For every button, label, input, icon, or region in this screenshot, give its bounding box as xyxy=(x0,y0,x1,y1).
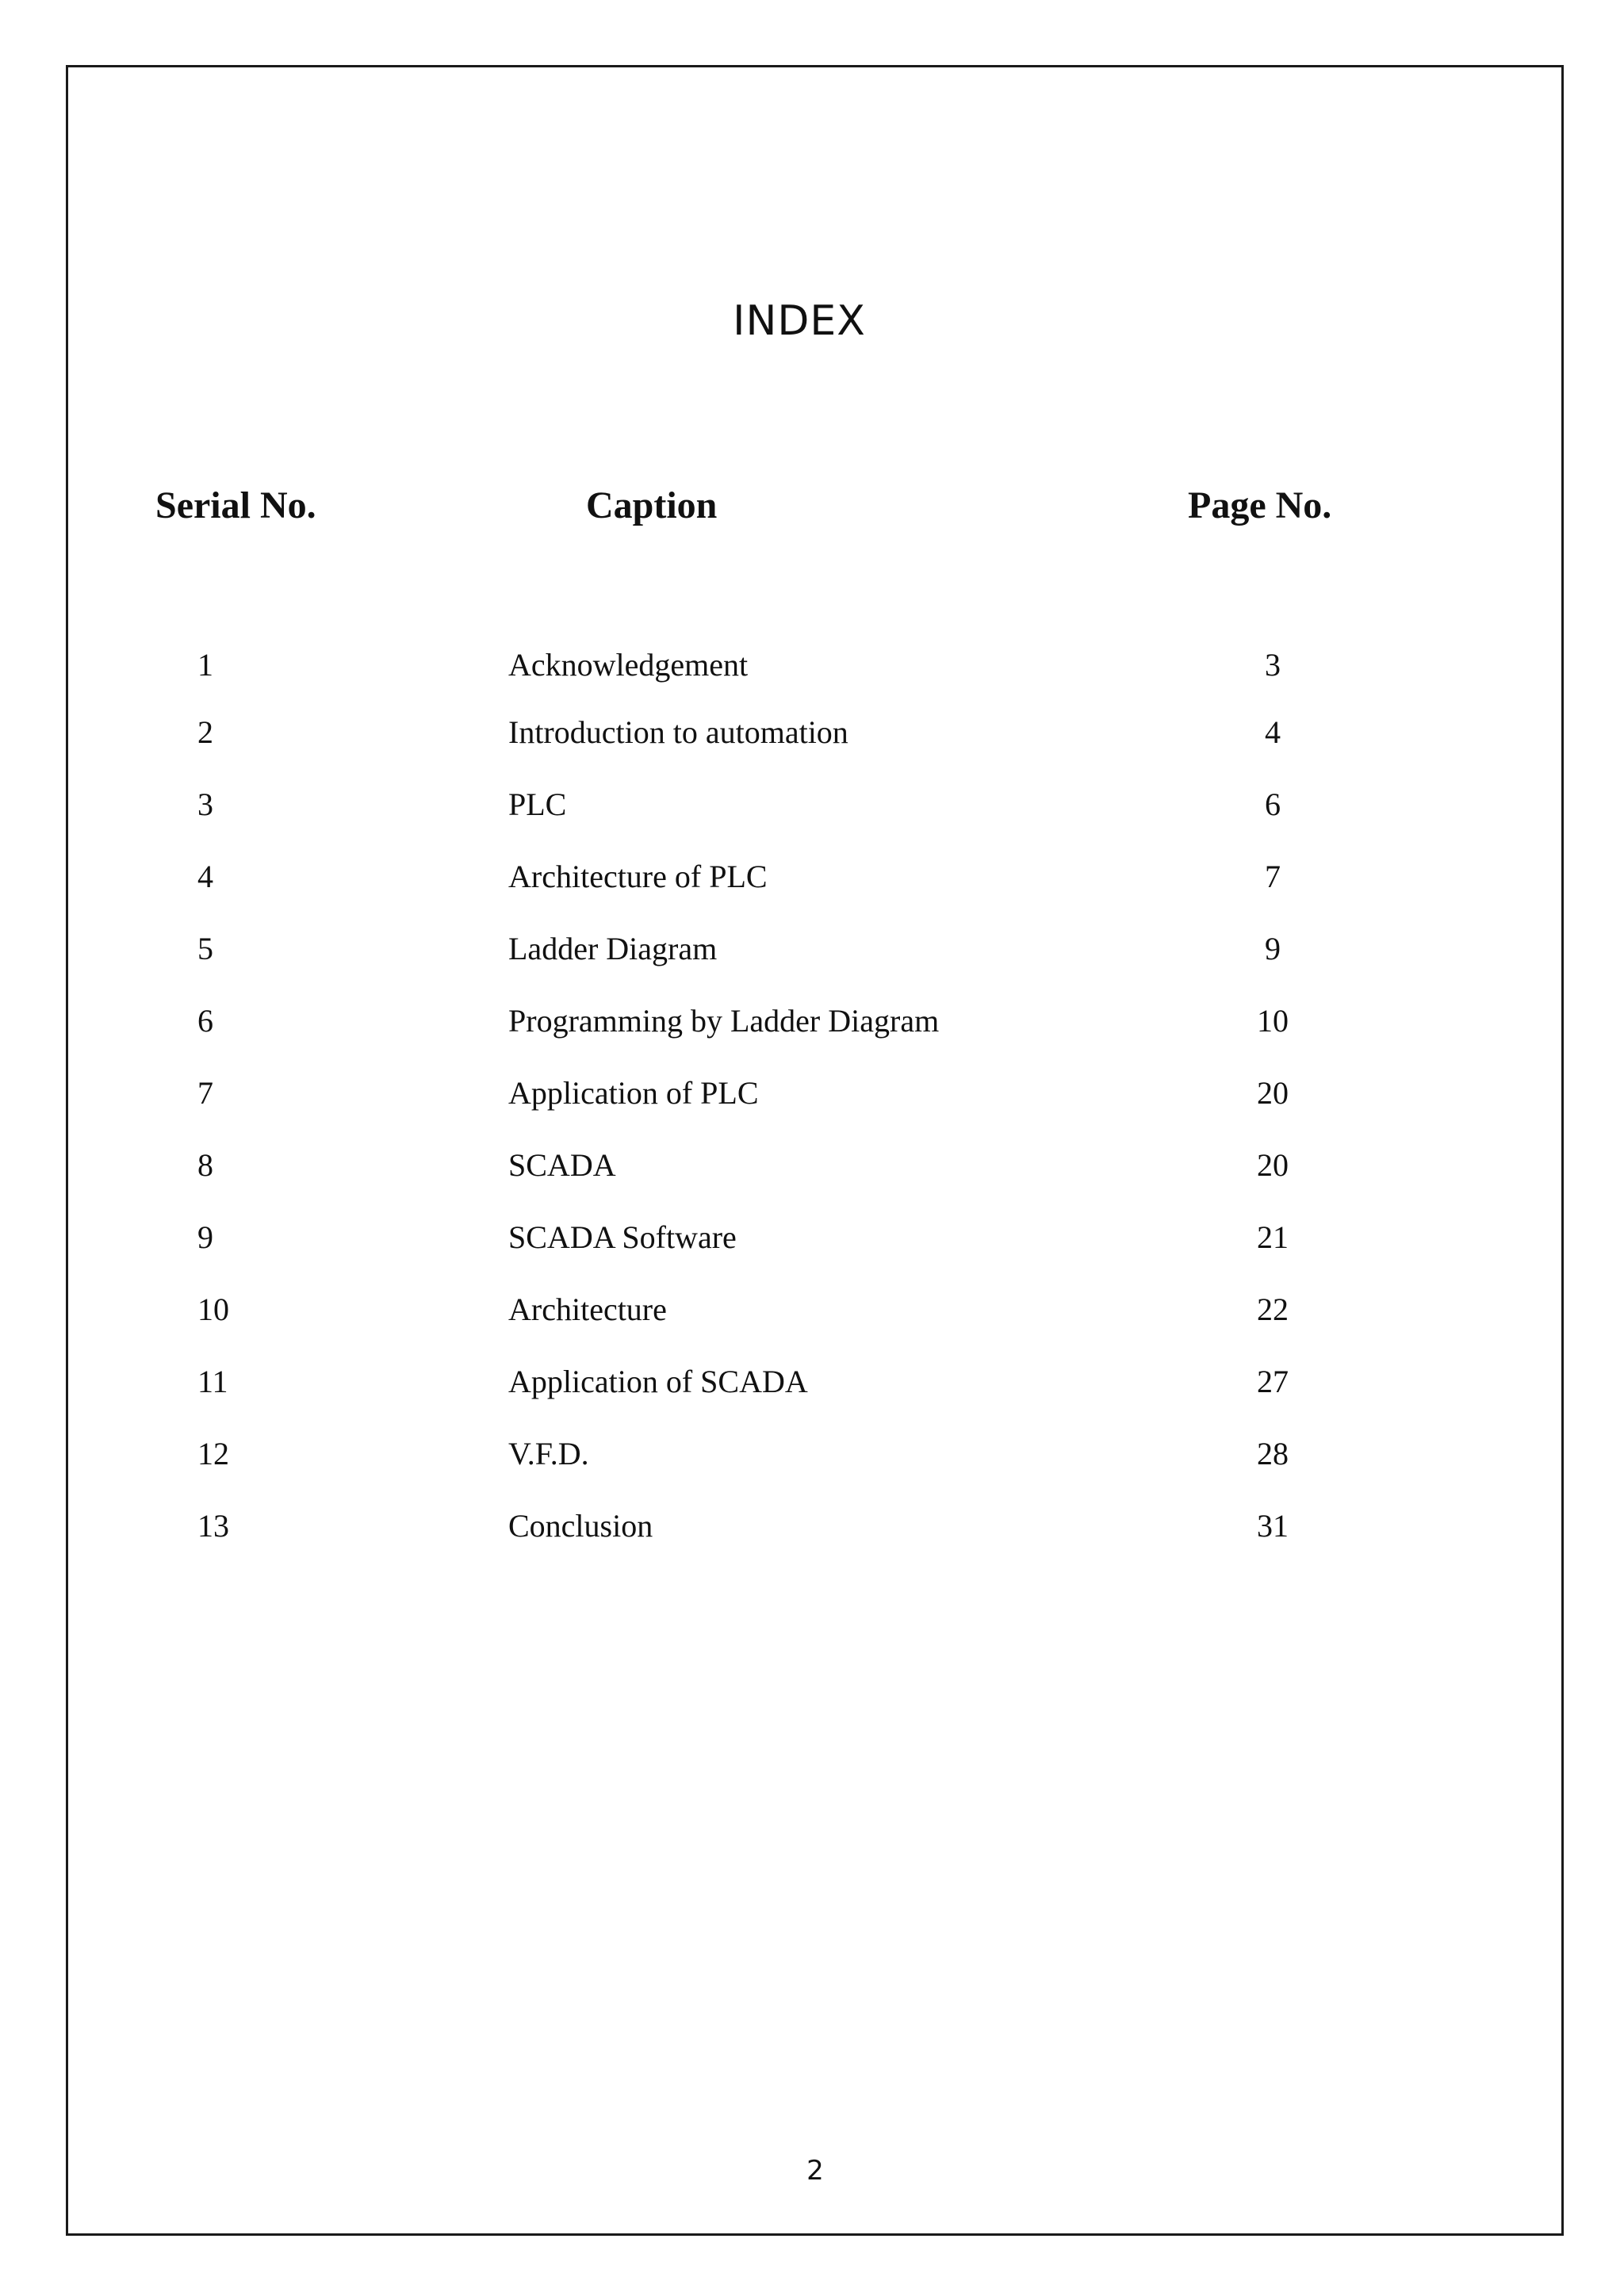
page-cell: 20 xyxy=(1257,1147,1289,1183)
index-row xyxy=(0,714,1624,761)
caption-cell: Acknowledgement xyxy=(508,647,749,683)
caption-cell: SCADA Software xyxy=(508,1219,737,1255)
serial-cell: 8 xyxy=(197,1147,213,1183)
caption-cell: Application of PLC xyxy=(508,1075,759,1111)
caption-cell: V.F.D. xyxy=(508,1436,589,1471)
serial-cell: 10 xyxy=(197,1292,229,1327)
index-row xyxy=(0,1074,1624,1122)
caption-cell: Conclusion xyxy=(508,1508,653,1544)
caption-cell: PLC xyxy=(508,786,567,822)
index-row xyxy=(0,1507,1624,1555)
caption-cell: Programming by Ladder Diagram xyxy=(508,1003,940,1039)
serial-cell: 7 xyxy=(197,1075,213,1111)
page-cell: 31 xyxy=(1257,1508,1289,1544)
page-cell: 7 xyxy=(1265,859,1281,894)
page-number: 2 xyxy=(806,2155,824,2187)
index-row xyxy=(0,1363,1624,1410)
page-cell: 28 xyxy=(1257,1436,1289,1471)
index-row xyxy=(0,1291,1624,1338)
serial-cell: 12 xyxy=(197,1436,229,1471)
serial-cell: 13 xyxy=(197,1508,229,1544)
serial-cell: 11 xyxy=(197,1364,228,1399)
serial-cell: 2 xyxy=(197,714,213,750)
serial-cell: 4 xyxy=(197,859,213,894)
index-title: INDEX xyxy=(733,297,866,345)
page-cell: 20 xyxy=(1257,1075,1289,1111)
index-row xyxy=(0,646,1624,694)
index-row xyxy=(0,930,1624,978)
index-row xyxy=(0,1146,1624,1194)
header-serial-no: Serial No. xyxy=(155,484,316,526)
page-cell: 3 xyxy=(1265,647,1281,683)
serial-cell: 5 xyxy=(197,931,213,966)
serial-cell: 6 xyxy=(197,1003,213,1039)
header-page-no: Page No. xyxy=(1188,484,1332,526)
index-row xyxy=(0,1002,1624,1050)
index-row xyxy=(0,786,1624,833)
page-cell: 27 xyxy=(1257,1364,1289,1399)
caption-cell: Introduction to automation xyxy=(508,714,848,750)
page-cell: 6 xyxy=(1265,786,1281,822)
index-row xyxy=(0,858,1624,905)
index-row xyxy=(0,1435,1624,1483)
page-cell: 10 xyxy=(1257,1003,1289,1039)
caption-cell: Ladder Diagram xyxy=(508,931,718,966)
page-cell: 4 xyxy=(1265,714,1281,750)
serial-cell: 3 xyxy=(197,786,213,822)
caption-cell: Architecture of PLC xyxy=(508,859,768,894)
header-caption: Caption xyxy=(586,484,718,526)
page-cell: 22 xyxy=(1257,1292,1289,1327)
page-cell: 9 xyxy=(1265,931,1281,966)
serial-cell: 9 xyxy=(197,1219,213,1255)
caption-cell: Application of SCADA xyxy=(508,1364,808,1399)
serial-cell: 1 xyxy=(197,647,213,683)
index-row xyxy=(0,1219,1624,1266)
page-cell: 21 xyxy=(1257,1219,1289,1255)
caption-cell: SCADA xyxy=(508,1147,616,1183)
caption-cell: Architecture xyxy=(508,1292,667,1327)
